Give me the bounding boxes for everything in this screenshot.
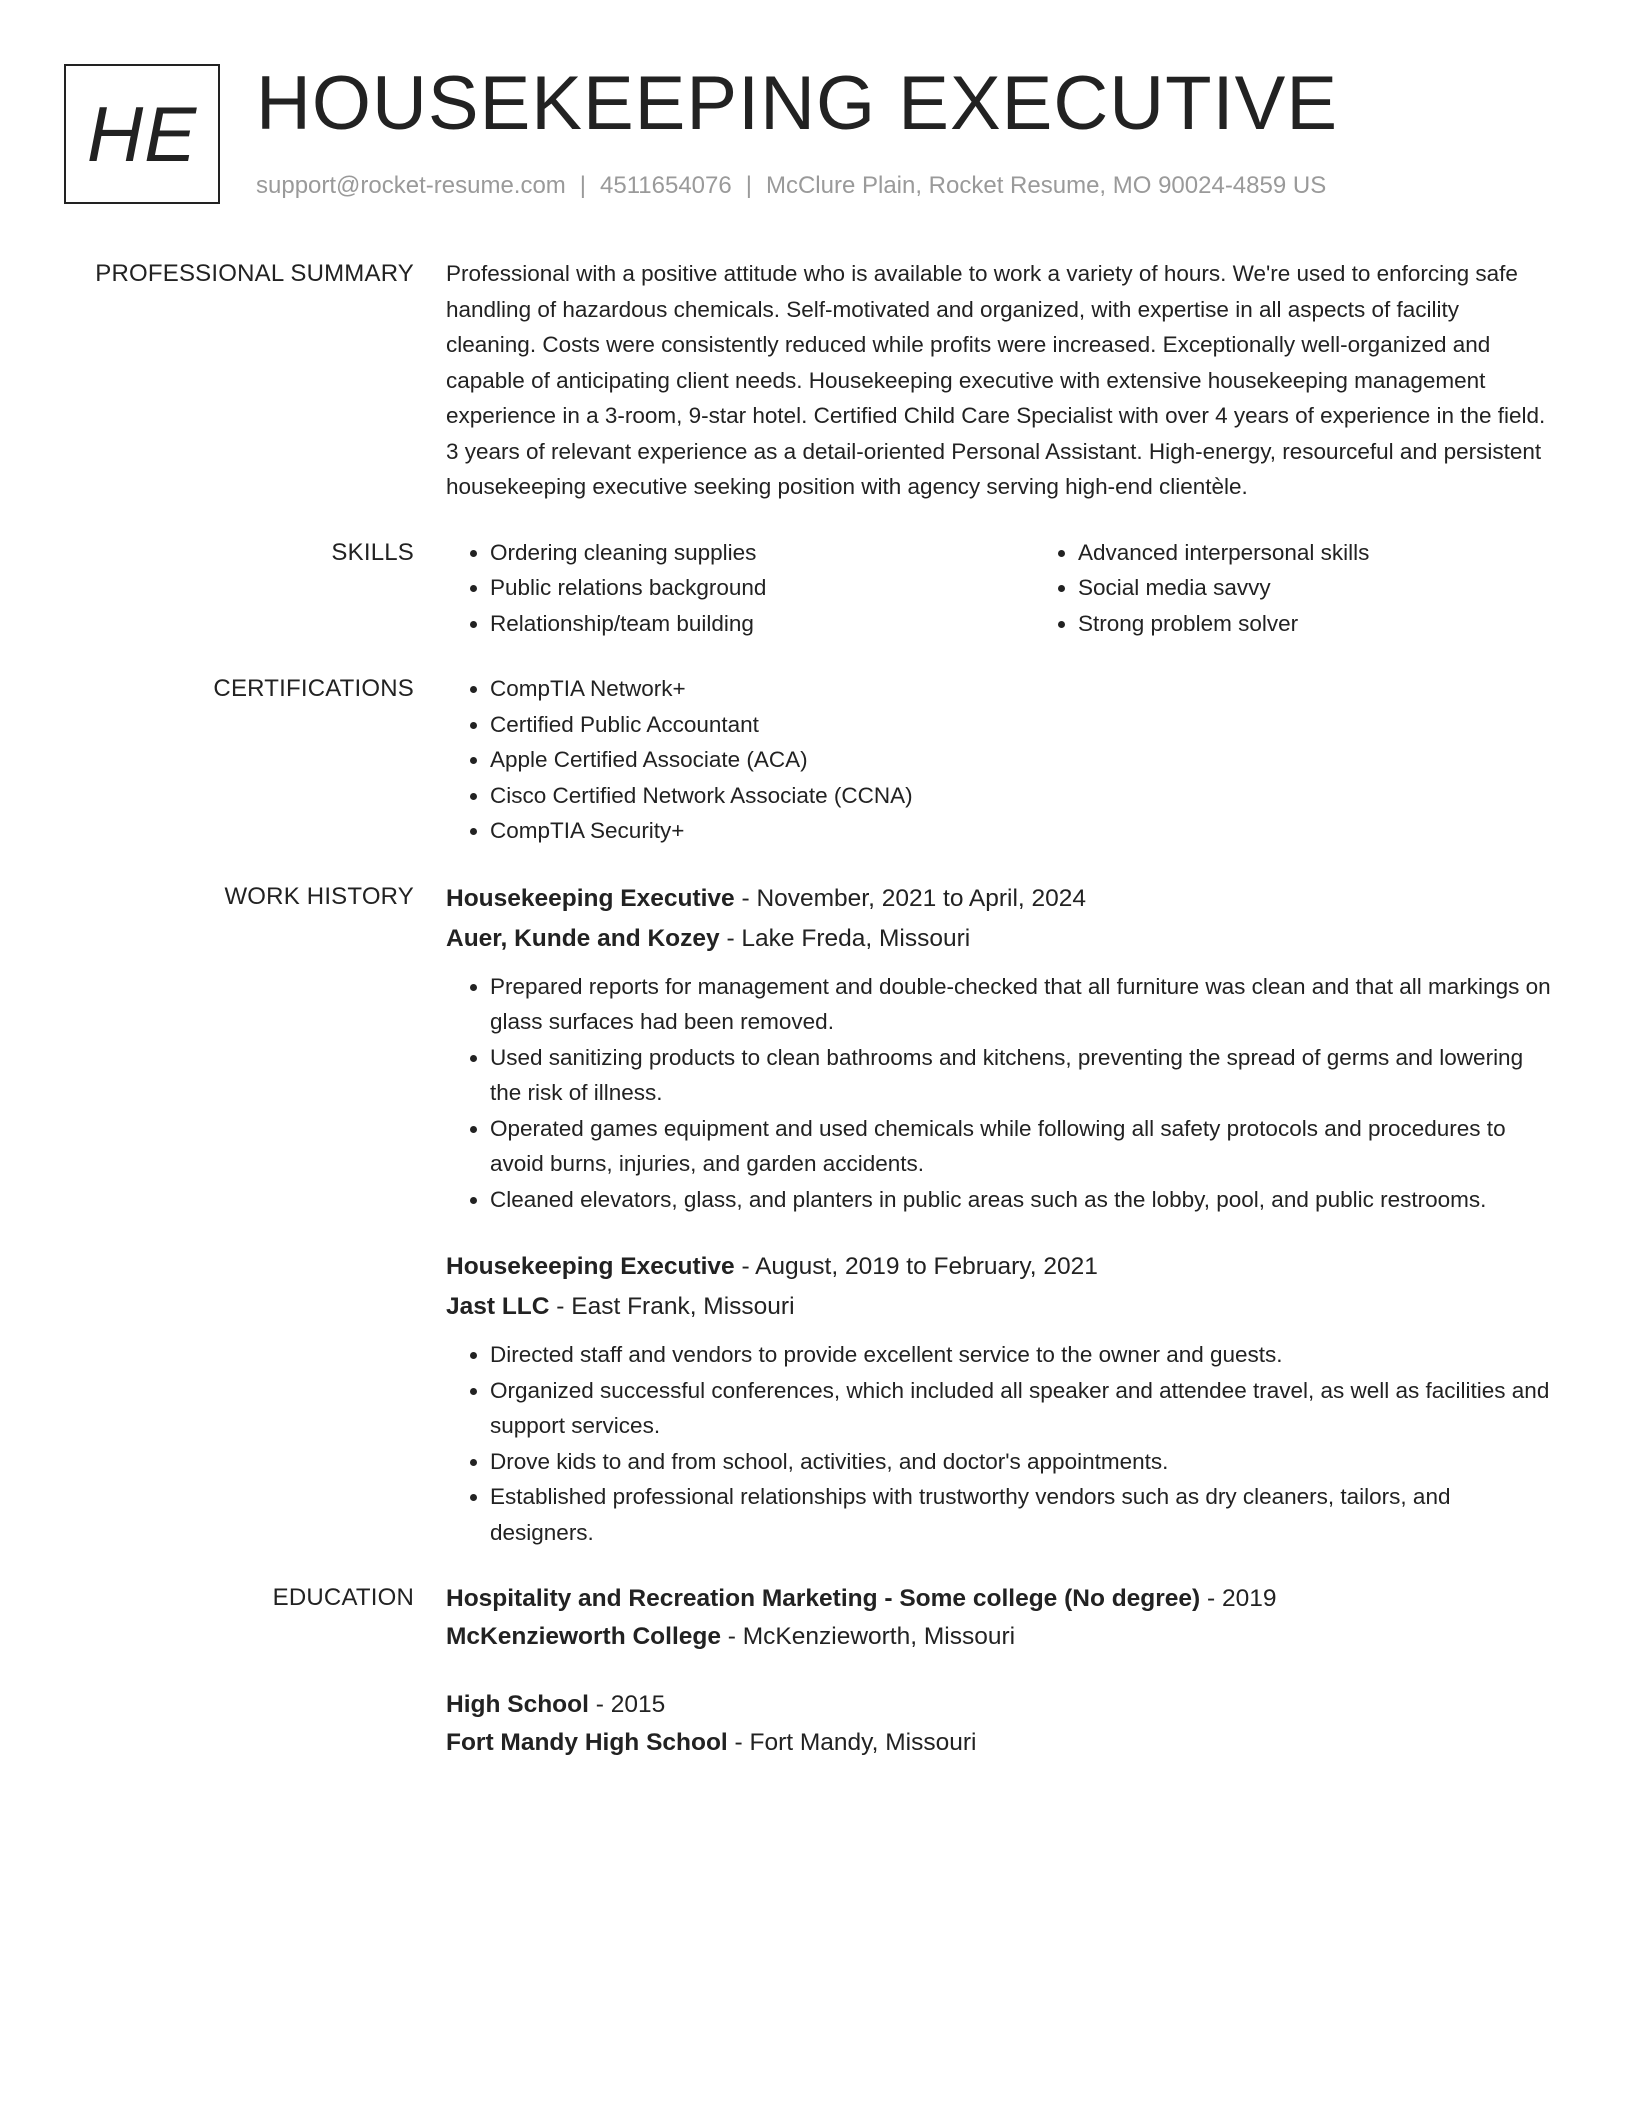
contact-line [256, 172, 1326, 200]
section-label-work-history: WORK HISTORY [224, 882, 414, 910]
job-entry [446, 879, 1552, 1218]
job-title: Housekeeping Executive [446, 1253, 735, 1280]
section-body-skills [446, 535, 1622, 642]
job-bullet: • Established professional relationships with trustworthy vendors such as dry cleaners, tailors, and designers. [490, 1479, 1552, 1550]
job-bullets [446, 1337, 1552, 1550]
skill-item: • Ordering cleaning supplies [490, 535, 1034, 571]
skill-item: • Advanced interpersonal skills [1078, 535, 1622, 571]
job-entry [446, 1247, 1552, 1550]
monogram-initials: HE [86, 90, 198, 178]
job-title-line [446, 1247, 1552, 1287]
education-entry [446, 1686, 1552, 1762]
education-location: - Fort Mandy, Missouri [727, 1729, 977, 1756]
skill-item: • Social media savvy [1078, 570, 1622, 606]
section-body-summary [446, 256, 1552, 505]
job-location: - East Frank, Missouri [549, 1293, 795, 1320]
job-dates: - November, 2021 to April, 2024 [734, 884, 1087, 912]
education-degree: High School [446, 1691, 589, 1718]
job-location: - Lake Freda, Missouri [719, 924, 971, 952]
education-school-line [446, 1618, 1552, 1656]
section-label-education: EDUCATION [272, 1584, 414, 1611]
section-body-work-history [446, 879, 1552, 1551]
job-bullet: • Operated games equipment and used chemicals while following all safety protocols and procedures to avoid burns, injuries, and garden accidents. [490, 1111, 1552, 1182]
section-label-summary: PROFESSIONAL SUMMARY [95, 260, 414, 287]
section-education [64, 1580, 1552, 1762]
job-bullets [446, 969, 1552, 1218]
education-year: - 2015 [588, 1691, 666, 1718]
job-company-line [446, 919, 1552, 959]
resume-header [64, 61, 1568, 214]
skills-list-right [1034, 535, 1622, 642]
job-company: Jast LLC [446, 1293, 550, 1320]
job-bullet: • Prepared reports for management and double-checked that all furniture was clean and that all markings on glass surfaces had been removed. [490, 969, 1552, 1040]
skills-grid [446, 535, 1622, 642]
section-label-certifications: CERTIFICATIONS [213, 675, 414, 702]
contact-email: support@rocket-resume.com [256, 172, 566, 199]
job-dates: - August, 2019 to February, 2021 [734, 1253, 1098, 1280]
section-body-education [446, 1580, 1552, 1762]
job-bullet: • Used sanitizing products to clean bathrooms and kitchens, preventing the spread of germs and lowering the risk of illness. [490, 1040, 1552, 1111]
education-year: - 2019 [1200, 1585, 1277, 1612]
section-label-skills: SKILLS [331, 538, 414, 566]
monogram-box [64, 64, 220, 204]
certification-item: • CompTIA Security+ [490, 813, 1552, 849]
certification-item: • CompTIA Network+ [490, 671, 1552, 707]
job-bullet: • Organized successful conferences, which included all speaker and attendee travel, as well as facilities and support services. [490, 1373, 1552, 1444]
summary-text: Professional with a positive attitude who is available to work a variety of hours. We're used to enforcing safe handling of hazardous chemicals. Self-motivated and organized, with expertise in all aspects of facility cleaning. Costs were consistently reduced while profits were increased. Exceptionally well-organized and capable of anticipating client needs. Housekeeping executive with extensive housekeeping management experience in a 3-room, 9-star hotel. Certified Child Care Specialist with over 4 years of experience in the field. 3 years of relevant experience as a detail-oriented Personal Assistant. High-energy, resourceful and persistent housekeeping executive seeking position with agency serving high-end clientèle. [446, 261, 1546, 499]
education-entry [446, 1580, 1552, 1656]
certification-item: • Certified Public Accountant [490, 707, 1552, 743]
section-certifications [64, 671, 1552, 849]
resume-sections [64, 256, 1552, 1792]
contact-address: McClure Plain, Rocket Resume, MO 90024-4859 US [765, 172, 1327, 199]
candidate-name: HOUSEKEEPING EXECUTIVE [256, 61, 1339, 146]
education-degree: Hospitality and Recreation Marketing - Some college (No degree) [446, 1585, 1201, 1612]
job-bullet: • Directed staff and vendors to provide excellent service to the owner and guests. [490, 1337, 1552, 1373]
job-company: Auer, Kunde and Kozey [446, 924, 720, 952]
job-title-line [446, 879, 1552, 919]
section-professional-summary [64, 256, 1552, 505]
contact-separator: | [745, 172, 752, 199]
job-bullet: • Drove kids to and from school, activities, and doctor's appointments. [490, 1444, 1552, 1480]
skills-list-left [446, 535, 1034, 642]
job-company-line [446, 1287, 1552, 1327]
job-title: Housekeeping Executive [446, 884, 735, 912]
certification-item: • Cisco Certified Network Associate (CCNA) [490, 778, 1552, 814]
section-skills [64, 535, 1552, 642]
education-school-line [446, 1724, 1552, 1762]
section-body-certifications [446, 671, 1552, 849]
education-degree-line [446, 1686, 1552, 1724]
section-work-history [64, 879, 1552, 1551]
education-school: Fort Mandy High School [446, 1729, 728, 1756]
certification-item: • Apple Certified Associate (ACA) [490, 742, 1552, 778]
skill-item: • Public relations background [490, 570, 1034, 606]
education-location: - McKenzieworth, Missouri [720, 1623, 1016, 1650]
contact-phone: 4511654076 [600, 172, 732, 199]
education-degree-line [446, 1580, 1552, 1618]
certifications-list [446, 671, 1552, 849]
contact-separator: | [579, 172, 587, 199]
skill-item: • Relationship/team building [490, 606, 1034, 642]
job-bullet: • Cleaned elevators, glass, and planters in public areas such as the lobby, pool, and public restrooms. [490, 1182, 1552, 1218]
education-school: McKenzieworth College [446, 1623, 721, 1650]
skill-item: • Strong problem solver [1078, 606, 1622, 642]
